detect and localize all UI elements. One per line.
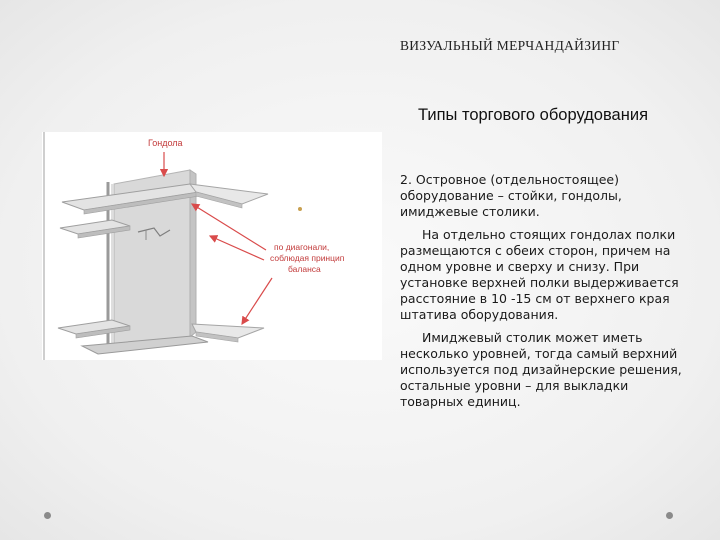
label-diagonal-line-2: соблюдая принцип bbox=[270, 253, 345, 263]
gondola-illustration bbox=[42, 132, 382, 360]
paragraph-gondola-shelves: На отдельно стоящих гондолах полки размещаются с обеих сторон, причем на одном уровне и сверху и снизу. При установке верхней полки выдерживается расстояние в 10 -15 см от верхнего края штатива оборудования. bbox=[400, 227, 679, 322]
label-gondola: Гондола bbox=[148, 138, 183, 148]
paragraph-image-table: Имиджевый столик может иметь несколько уровней, тогда самый верхний используется под дизайнерские решения, остальные уровни – для выкладки товарных единиц. bbox=[400, 330, 682, 409]
slide-header: ВИЗУАЛЬНЫЙ МЕРЧАНДАЙЗИНГ bbox=[400, 38, 620, 53]
paragraph-island-equipment: 2. Островное (отдельностоящее) оборудование – стойки, гондолы, имиджевые столики. bbox=[400, 172, 622, 219]
body-text bbox=[400, 172, 685, 417]
decorative-dot bbox=[298, 207, 302, 211]
decorative-bullet-left bbox=[44, 512, 51, 519]
decorative-bullet-right bbox=[666, 512, 673, 519]
label-diagonal-line-1: по диагонали, bbox=[274, 242, 330, 252]
slide-subtitle: Типы торгового оборудования bbox=[418, 106, 649, 124]
label-diagonal-line-3: баланса bbox=[288, 264, 321, 274]
